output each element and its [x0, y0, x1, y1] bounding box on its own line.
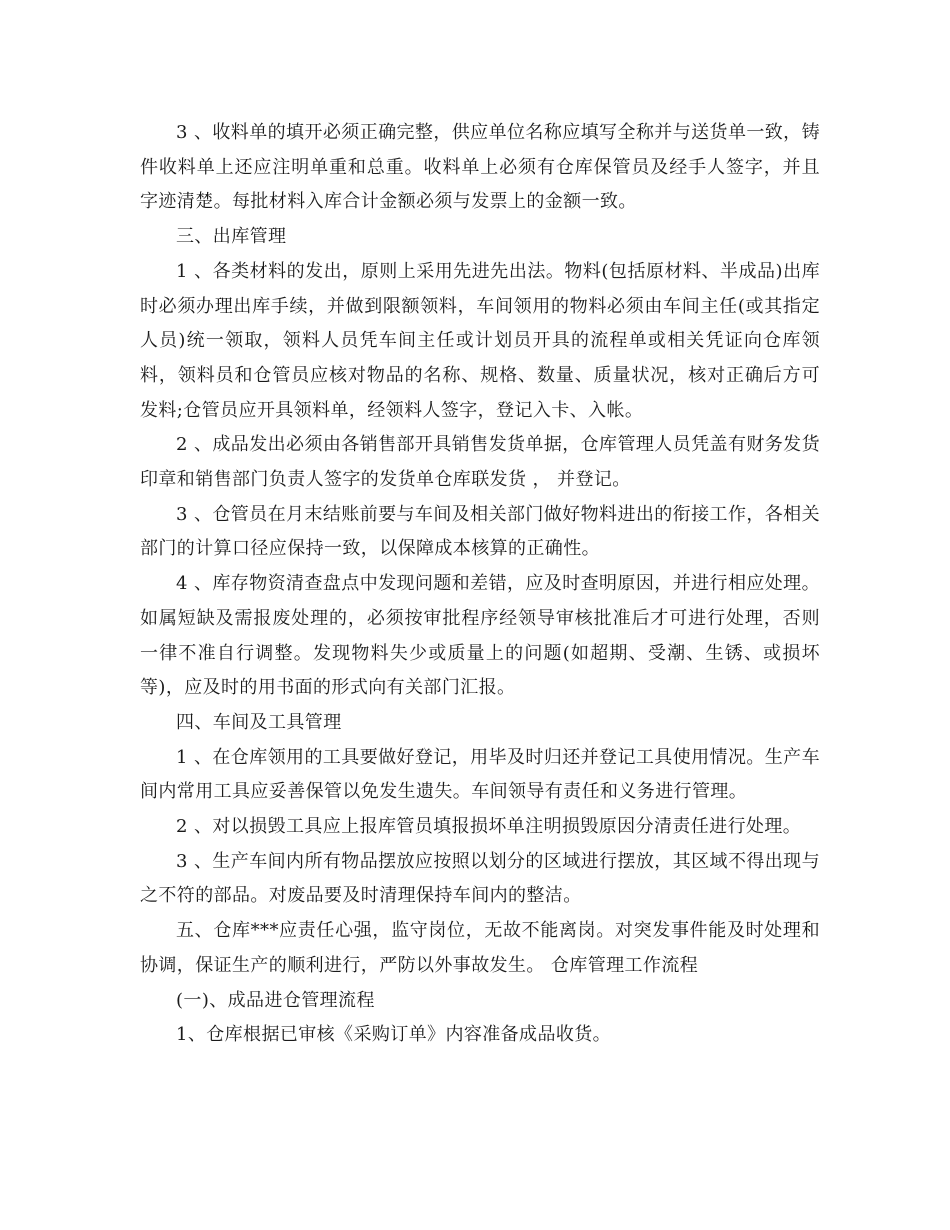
- paragraph-material-issue: 1 、各类材料的发出，原则上采用先进先出法。物料(包括原材料、半成品)出库时必须办理出库手续，并做到限额领料，车间领用的物料必须由车间主任(或其指定人员)统一领取，领料人员凭车间主任或计划员开具的流程单或相关凭证向仓库领料，领料员和仓管员应核对物品的名称、规格、数量、质量状况，核对正确后方可发料;仓管员应开具领料单，经领料人签字，登记入卡、入帐。: [140, 260, 820, 421]
- paragraph-receiving-prep: 1、仓库根据已审核《采购订单》内容准备成品收货。: [176, 1024, 612, 1046]
- heading-inbound-process: (一)、成品进仓管理流程: [176, 989, 375, 1011]
- paragraph-inventory-check: 4 、库存物资清查盘点中发现问题和差错，应及时查明原因，并进行相应处理。如属短缺及需报废处理的，必须按审批程序经领导审核批准后才可进行处理，否则一律不准自行调整。发现物料失少或质量上的问题(如超期、受潮、生锈、或损坏等)，应及时的用书面的形式向有关部门汇报。: [140, 573, 820, 699]
- paragraph-month-end-coordination: 3 、仓管员在月末结账前要与车间及相关部门做好物料进出的衔接工作，各相关部门的计算口径应保持一致，以保障成本核算的正确性。: [140, 503, 820, 560]
- document-body: [140, 116, 820, 1053]
- paragraph-receipt-form: 3 、收料单的填开必须正确完整，供应单位名称应填写全称并与送货单一致，铸件收料单上还应注明单重和总重。收料单上必须有仓库保管员及经手人签字，并且字迹清楚。每批材料入库合计金额必须与发票上的金额一致。: [140, 122, 820, 213]
- paragraph-item-placement: 3 、生产车间内所有物品摆放应按照以划分的区域进行摆放，其区域不得出现与之不符的部品。对废品要及时清理保持车间内的整洁。: [140, 850, 820, 907]
- paragraph-tool-registration: 1 、在仓库领用的工具要做好登记，用毕及时归还并登记工具使用情况。生产车间内常用工具应妥善保管以免发生遗失。车间领导有责任和义务进行管理。: [140, 746, 820, 803]
- heading-outbound-management: 三、出库管理: [176, 226, 287, 248]
- paragraph-finished-goods-dispatch: 2 、成品发出必须由各销售部开具销售发货单据，仓库管理人员凭盖有财务发货印章和销售部门负责人签字的发货单仓库联发货 ， 并登记。: [140, 434, 820, 491]
- paragraph-damaged-tools: 2 、对以损毁工具应上报库管员填报损坏单注明损毁原因分清责任进行处理。: [176, 816, 802, 838]
- heading-workshop-tools: 四、车间及工具管理: [176, 711, 342, 733]
- paragraph-warehouse-duty: 五、仓库***应责任心强，监守岗位，无故不能离岗。对突发事件能及时处理和协调，保证生产的顺利进行，严防以外事故发生。 仓库管理工作流程: [140, 920, 820, 976]
